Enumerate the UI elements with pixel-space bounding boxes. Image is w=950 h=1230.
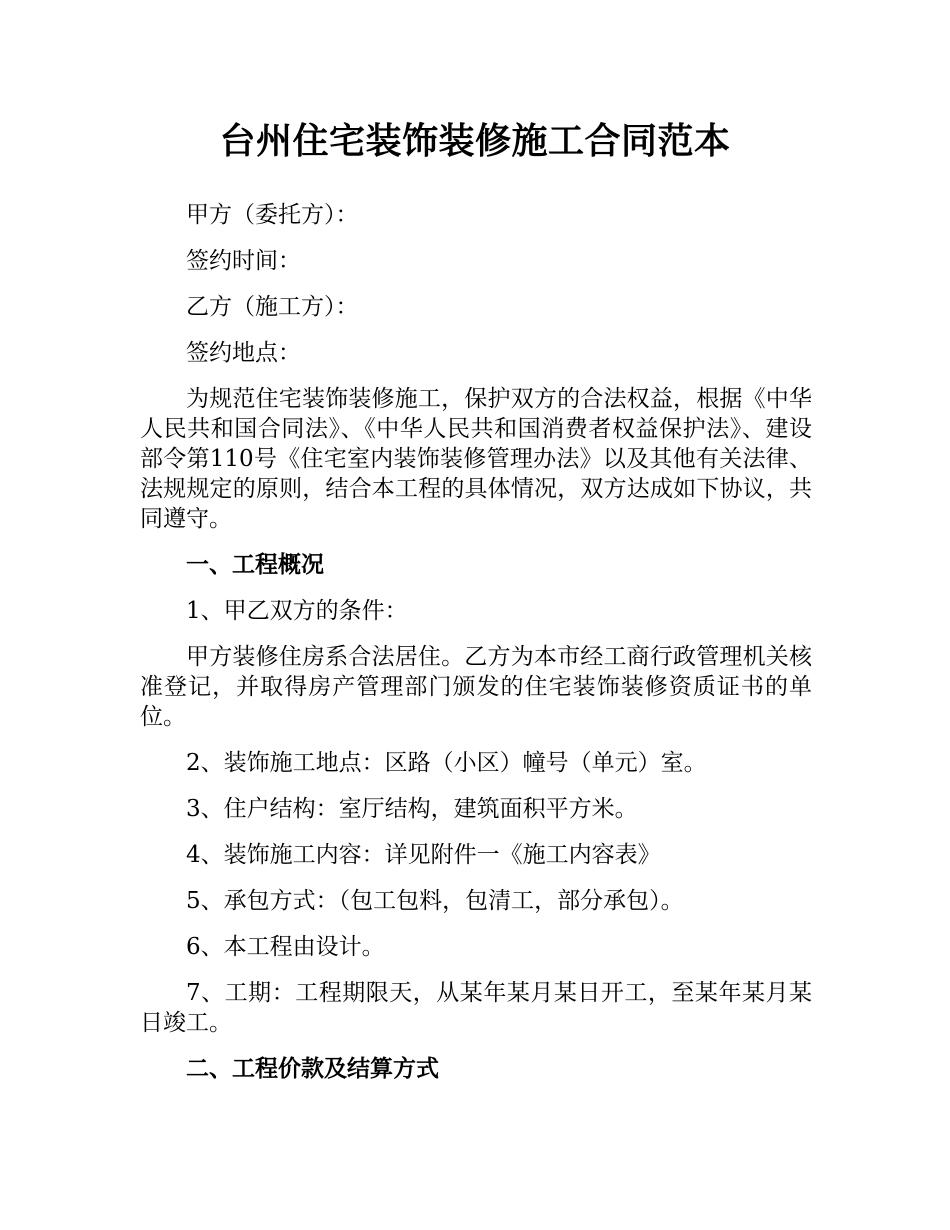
clause-1: 1、甲乙双方的条件： — [186, 598, 408, 624]
signing-time-line: 签约时间： — [186, 248, 301, 274]
document-body — [140, 200, 812, 1100]
section-heading-2: 二、工程价款及结算方式 — [186, 1056, 439, 1082]
clause-3: 3、住户结构：室厅结构，建筑面积平方米。 — [186, 796, 638, 822]
clause-1-detail: 甲方装修住房系合法居住。乙方为本市经工商行政管理机关核准登记，并取得房产管理部门颁发的住宅装饰装修资质证书的单位。 — [140, 644, 812, 730]
clause-4: 4、装饰施工内容：详见附件一《施工内容表》 — [186, 842, 661, 868]
section-heading-1: 一、工程概况 — [186, 552, 324, 578]
clause-5: 5、承包方式：（包工包料，包清工，部分承包）。 — [186, 888, 684, 914]
party-b-line: 乙方（施工方）： — [186, 294, 359, 320]
clause-2: 2、装饰施工地点：区路（小区）幢号（单元）室。 — [186, 750, 707, 776]
clause-7: 7、工期：工程期限天，从某年某月某日开工，至某年某月某日竣工。 — [140, 980, 812, 1036]
signing-place-line: 签约地点： — [186, 340, 301, 366]
document-title: 台州住宅装饰装修施工合同范本 — [219, 121, 731, 162]
party-a-line: 甲方（委托方）： — [186, 202, 359, 228]
preamble-paragraph: 为规范住宅装饰装修施工，保护双方的合法权益，根据《中华人民共和国合同法》、《中华人民共和国消费者权益保护法》、建设部令第110号《住宅室内装饰装修管理办法》以及其他有关法律、法规规定的原则，结合本工程的具体情况，双方达成如下协议，共同遵守。 — [140, 386, 812, 532]
clause-6: 6、本工程由设计。 — [186, 934, 385, 960]
